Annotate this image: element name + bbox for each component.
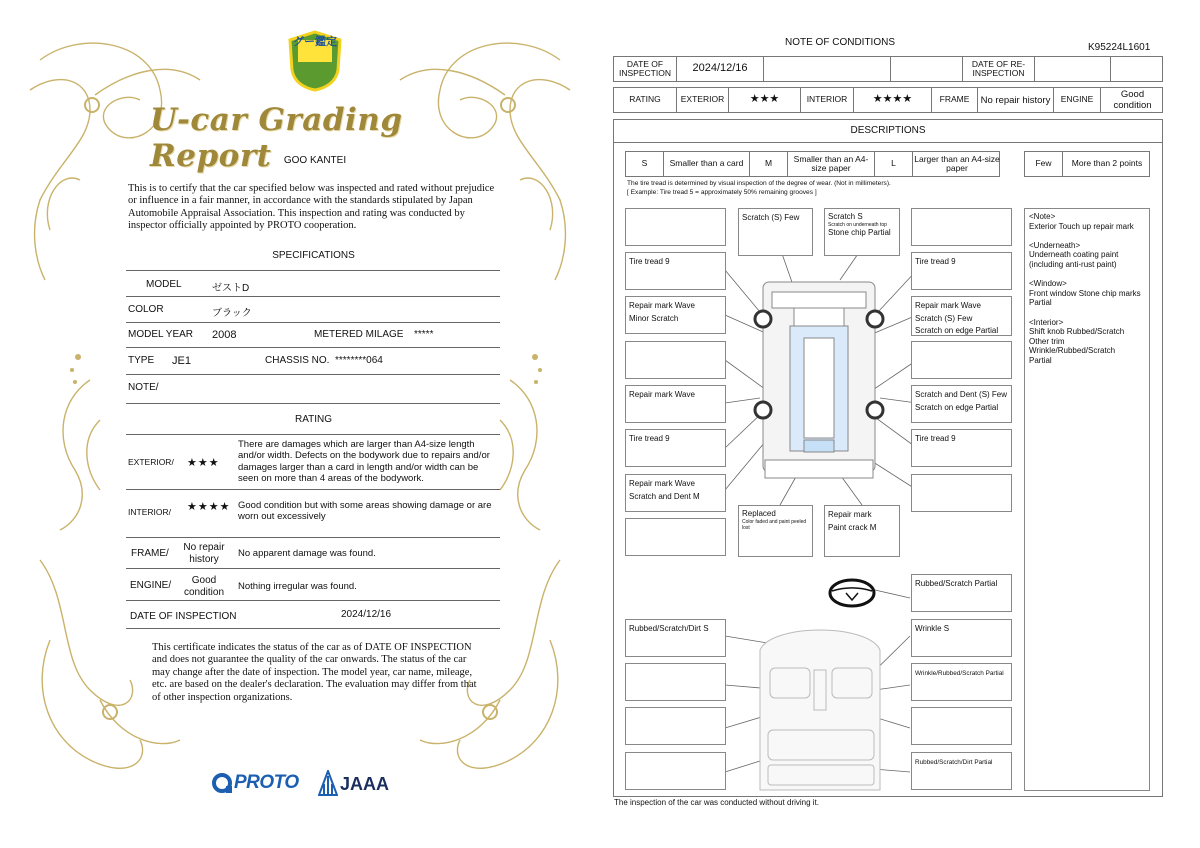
legend-l-desc: Larger than an A4-size paper xyxy=(914,153,1000,173)
comment-box-front-right xyxy=(824,208,900,256)
comment-small-text: Color faded and paint peeled lost xyxy=(742,519,807,531)
frame-value: No repair history xyxy=(183,542,225,565)
legend-l: L xyxy=(875,152,913,176)
comment-box-empty xyxy=(625,518,726,556)
exterior-stars: ★★★ xyxy=(187,457,220,469)
rating-heading: RATING xyxy=(294,414,333,425)
divider xyxy=(126,489,500,490)
comment-box-tire-rear-left xyxy=(625,429,726,467)
notes-line: <Interior> xyxy=(1029,317,1064,327)
comment-text: Tire tread 9 xyxy=(629,434,670,443)
legend-s-desc: Smaller than a card xyxy=(664,152,750,176)
model-year-value: 2008 xyxy=(212,329,237,341)
comment-box-right-middle xyxy=(911,385,1012,423)
proto-logo-text: PROTO xyxy=(234,772,299,793)
comment-box-empty xyxy=(625,341,726,379)
comment-box-rear-left xyxy=(738,505,813,557)
notes-line: Exterior Touch up repair mark xyxy=(1029,221,1134,231)
comment-text: Repair mark Wave xyxy=(629,390,695,399)
notes-line: Partial xyxy=(1029,355,1052,365)
legend-s: S xyxy=(626,152,664,176)
comment-text: Tire tread 9 xyxy=(915,434,956,443)
comment-text: Wrinkle S xyxy=(915,624,950,633)
color-value: ブラック xyxy=(212,308,252,319)
comment-box-empty xyxy=(911,341,1012,379)
comment-box-right-front xyxy=(911,296,1012,336)
mileage-label: METERED MILAGE xyxy=(314,329,404,340)
comment-text: Scratch and Dent M xyxy=(629,491,700,501)
rating-row xyxy=(613,87,1163,113)
notes-spacer xyxy=(1029,231,1145,241)
comment-box-left-middle xyxy=(625,385,726,423)
notes-line: Wrinkle/Rubbed/Scratch xyxy=(1029,346,1116,356)
model-label: MODEL xyxy=(146,279,182,290)
comment-box-empty xyxy=(625,208,726,246)
comment-box-interior-right xyxy=(911,619,1012,657)
legend-few: Few xyxy=(1025,152,1063,176)
comment-text: Rubbed/Scratch/Dirt Partial xyxy=(915,759,993,766)
divider xyxy=(126,347,500,348)
note-label: NOTE/ xyxy=(128,382,159,393)
divider xyxy=(126,600,500,601)
divider xyxy=(126,568,500,569)
engine-label: ENGINE/ xyxy=(130,580,172,591)
few-legend xyxy=(1024,151,1150,177)
date-inspection-value: 2024/12/16 xyxy=(677,57,764,81)
divider xyxy=(126,296,500,297)
jaaa-logo-text: JAAA xyxy=(340,774,390,794)
legend-few-desc: More than 2 points xyxy=(1071,158,1143,169)
interior-stars: ★★★★ xyxy=(854,88,932,112)
comment-box-empty xyxy=(911,707,1012,745)
tire-note: The tire tread is determined by visual inspection of the degree of wear. (Not in millimeters). xyxy=(627,180,891,187)
comment-box-empty xyxy=(625,752,726,790)
comment-box-left-rear xyxy=(625,474,726,512)
comment-text: Replaced xyxy=(742,509,776,518)
engine-value: Good condition xyxy=(183,575,225,598)
comment-text: Tire tread 9 xyxy=(629,257,670,266)
comment-text: Tire tread 9 xyxy=(915,257,956,266)
notes-line: Other trim xyxy=(1029,336,1065,346)
engine-description: Nothing irregular was found. xyxy=(238,581,357,592)
exterior-label: EXTERIOR xyxy=(677,88,729,112)
type-value: JE1 xyxy=(172,355,191,367)
date-reinspection-value xyxy=(1035,57,1111,81)
size-legend xyxy=(625,151,1000,177)
frame-value: No repair history xyxy=(978,88,1054,112)
date-blank xyxy=(764,57,891,81)
certificate-footer: This certificate indicates the status of the car as of DATE OF INSPECTION and does not guarantee the quality of the car onwards. The status of the car may change after the date of inspection. The model year, car name, mileage, etc. are based on the dealer's declaration. The evaluation may differ from that of other inspection organizations. xyxy=(152,642,477,703)
notes-line: <Note> xyxy=(1029,212,1056,221)
comment-box-steering xyxy=(911,574,1012,612)
interior-description: Good condition but with some areas showing damage or are worn out excessively xyxy=(238,500,492,523)
date-blank xyxy=(891,57,963,81)
divider xyxy=(126,403,500,404)
date-of-inspection-label: DATE OF INSPECTION xyxy=(130,611,237,622)
divider xyxy=(126,270,500,271)
comment-text: Repair mark Wave xyxy=(629,301,695,310)
mileage-value: ***** xyxy=(414,329,434,340)
comment-text: Wrinkle/Rubbed/Scratch Partial xyxy=(915,670,1004,677)
comment-box-tire-front-right xyxy=(911,252,1012,290)
comment-box-rear-seat-right xyxy=(911,752,1012,790)
comment-box-interior-left xyxy=(625,619,726,657)
notes-line: <Window> xyxy=(1029,279,1067,289)
comment-box-front-seat-right xyxy=(911,663,1012,701)
divider xyxy=(126,322,500,323)
proto-logo-icon xyxy=(212,772,234,794)
notes-panel xyxy=(1024,208,1150,791)
sheet-code: K95224L1601 xyxy=(1088,42,1151,53)
engine-value: Good condition xyxy=(1113,89,1152,111)
comment-box-front-left xyxy=(738,208,813,256)
comment-box-empty xyxy=(625,707,726,745)
frame-label: FRAME xyxy=(932,88,978,112)
notes-line: Underneath coating paint xyxy=(1029,250,1119,260)
legend-m: M xyxy=(750,152,788,176)
chassis-label: CHASSIS NO. xyxy=(265,355,330,366)
comment-box-tire-rear-right xyxy=(911,429,1012,467)
comment-small-text: Scratch on underneath top xyxy=(828,222,887,228)
color-label: COLOR xyxy=(128,304,164,315)
badge-text: グー鑑定 xyxy=(293,36,337,48)
exterior-stars: ★★★ xyxy=(729,88,801,112)
comment-text: Repair mark xyxy=(828,510,872,519)
comment-box-left-front xyxy=(625,296,726,334)
comment-text: Repair mark Wave xyxy=(915,301,981,310)
divider xyxy=(126,374,500,375)
notes-line: Front window Stone chip marks xyxy=(1029,288,1141,298)
interior-label: INTERIOR xyxy=(801,88,854,112)
notes-spacer xyxy=(1029,270,1145,280)
comment-text: Stone chip Partial xyxy=(828,228,891,237)
date-of-inspection-value: 2024/12/16 xyxy=(341,609,392,620)
comment-text: Scratch (S) Few xyxy=(915,313,973,323)
comment-text: Paint crack M xyxy=(828,522,877,532)
exterior-label: EXTERIOR/ xyxy=(128,457,174,467)
date-blank xyxy=(1111,57,1164,81)
tire-example-note: [ Example: Tire tread 5 = approximately 50% remaining grooves ] xyxy=(627,189,817,196)
frame-description: No apparent damage was found. xyxy=(238,548,376,559)
comment-text: Minor Scratch xyxy=(629,313,679,323)
engine-label: ENGINE xyxy=(1054,88,1101,112)
notes-line: Shift knob Rubbed/Scratch xyxy=(1029,327,1125,337)
certification-statement: This is to certify that the car specified below was inspected and rated without prejudice or influence in a fair manner, in accordance with the standards stipulated by Japan Automobile Appraisal Association. This inspection and rating was conducted by inspector officially appointed by PROTO cooperation. xyxy=(128,183,495,232)
notes-line: Partial xyxy=(1029,298,1052,308)
notes-spacer xyxy=(1029,308,1145,318)
chassis-value: ********064 xyxy=(335,355,383,366)
divider xyxy=(126,537,500,538)
frame-label: FRAME/ xyxy=(131,548,169,559)
comment-text: Repair mark Wave xyxy=(629,479,695,488)
exterior-description: There are damages which are larger than A4-size length and/or width. Defects on the bodywork due to repairs and/or damages larger than a card in length and/or width can be seen on more than 4 areas of the bodywork. xyxy=(238,439,490,484)
comment-box-empty xyxy=(911,208,1012,246)
descriptions-heading: DESCRIPTIONS xyxy=(613,119,1163,143)
comment-text: Scratch (S) Few xyxy=(742,213,800,222)
sheet-footer: The inspection of the car was conducted without driving it. xyxy=(614,798,819,807)
date-reinspection-label: DATE OF RE-INSPECTION xyxy=(963,57,1035,81)
date-row xyxy=(613,56,1163,82)
comment-text: Scratch S xyxy=(828,212,863,221)
comment-box-empty xyxy=(625,663,726,701)
comment-text: Scratch and Dent (S) Few xyxy=(915,390,1008,399)
date-inspection-label: DATE OF INSPECTION xyxy=(614,57,677,81)
notes-line: <Underneath> xyxy=(1029,240,1081,250)
model-value: ゼストD xyxy=(212,283,250,294)
comment-text: Scratch on edge Partial xyxy=(915,402,999,412)
specifications-heading: SPECIFICATIONS xyxy=(272,250,355,261)
model-year-label: MODEL YEAR xyxy=(128,329,194,340)
interior-label: INTERIOR/ xyxy=(128,507,171,517)
comment-text: Rubbed/Scratch Partial xyxy=(915,579,998,588)
report-subtitle: GOO KANTEI xyxy=(283,155,347,166)
jaaa-logo-icon xyxy=(318,770,338,796)
comment-text: Rubbed/Scratch/Dirt S xyxy=(629,624,709,633)
notes-line: (including anti-rust paint) xyxy=(1029,259,1117,269)
report-title: U-car Grading Report xyxy=(150,102,403,174)
divider xyxy=(126,434,500,435)
comment-box-tire-front-left xyxy=(625,252,726,290)
sheet-title: NOTE OF CONDITIONS xyxy=(785,37,895,48)
legend-m-desc: Smaller than an A4-size paper xyxy=(788,152,875,176)
comment-text: Scratch on edge Partial xyxy=(915,326,999,335)
interior-stars: ★★★★ xyxy=(187,501,231,513)
divider xyxy=(126,628,500,629)
comment-box-rear-right xyxy=(824,505,900,557)
rating-label: RATING xyxy=(614,88,677,112)
comment-box-empty xyxy=(911,474,1012,512)
type-label: TYPE xyxy=(128,355,155,366)
